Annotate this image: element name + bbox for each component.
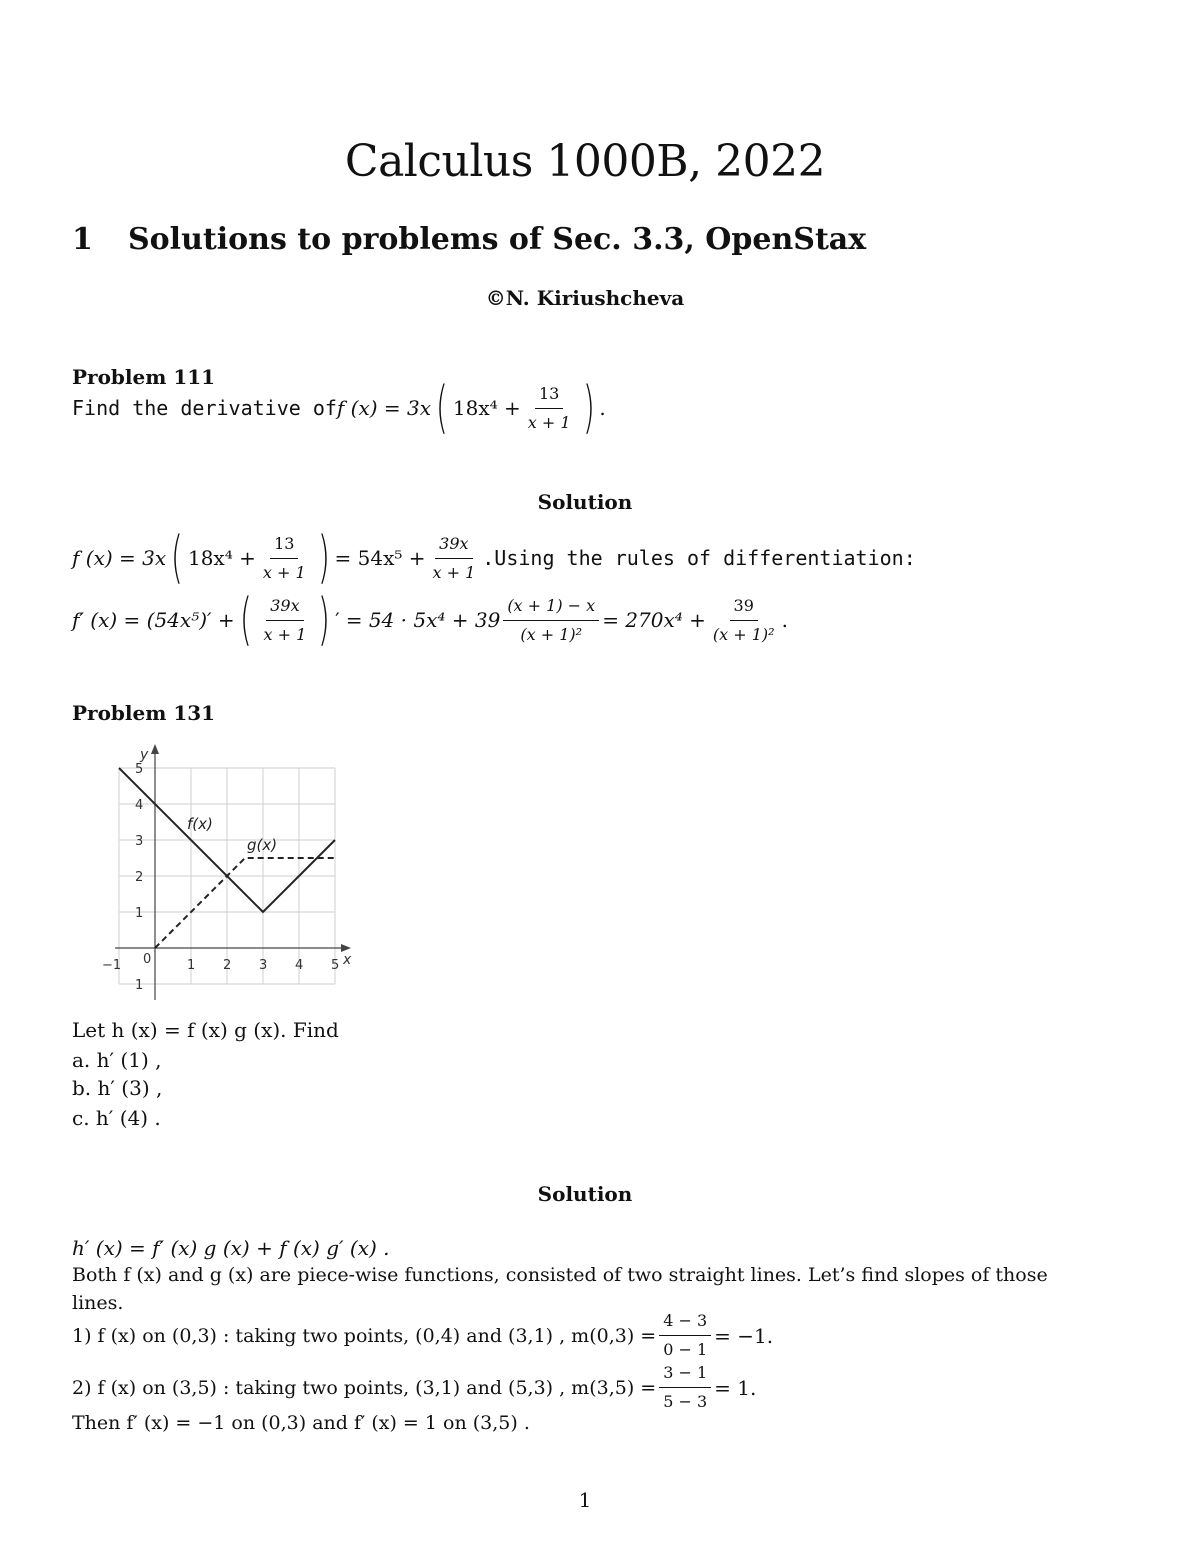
period: . bbox=[599, 396, 606, 420]
page-title: Calculus 1000B, 2022 bbox=[344, 136, 826, 187]
right-paren: ) bbox=[318, 587, 331, 652]
y-tick-neg1: 1 bbox=[135, 978, 144, 993]
left-paren: ( bbox=[239, 587, 252, 652]
y-tick-2: 2 bbox=[135, 870, 144, 885]
line4-fraction bbox=[659, 1308, 711, 1363]
y-tick-5: 5 bbox=[135, 762, 144, 777]
solution-111-line1 bbox=[72, 525, 916, 590]
period: . bbox=[781, 608, 788, 632]
sol2-fraction-a bbox=[260, 593, 311, 648]
solution-131-line1: h′ (x) = f′ (x) g (x) + f (x) g′ (x) . bbox=[72, 1236, 390, 1260]
fraction-denominator: 0 − 1 bbox=[663, 1340, 708, 1359]
x-tick-1: 1 bbox=[187, 958, 196, 973]
fraction-numerator: 3 − 1 bbox=[659, 1360, 711, 1388]
g-label: g(x) bbox=[247, 836, 278, 854]
solution-131-line4 bbox=[72, 1308, 773, 1363]
line5-text: 2) f (x) on (3,5) : taking two points, (3,1) and (5,3) , m(3,5) = bbox=[72, 1376, 657, 1399]
fraction-denominator: x + 1 bbox=[263, 624, 307, 644]
fraction-denominator: (x + 1)² bbox=[712, 624, 775, 644]
problem-131-heading: Problem 131 bbox=[72, 701, 216, 725]
left-paren: ( bbox=[171, 525, 184, 590]
y-axis-label: y bbox=[140, 747, 149, 763]
graph-svg bbox=[95, 740, 375, 1010]
problem-111-heading: Problem 111 bbox=[72, 365, 216, 389]
problem-131-item-a: a. h′ (1) , bbox=[72, 1048, 162, 1072]
fraction-numerator: 39x bbox=[435, 531, 472, 559]
line4-text: 1) f (x) on (0,3) : taking two points, (0,4) and (3,1) , m(0,3) = bbox=[72, 1324, 657, 1347]
fraction-numerator: 13 bbox=[535, 381, 563, 409]
fraction-numerator: 13 bbox=[270, 531, 298, 559]
solution-111-line2 bbox=[72, 587, 788, 652]
section-number: 1 bbox=[72, 222, 93, 257]
right-paren: ) bbox=[582, 375, 595, 440]
prime-mark: ′ bbox=[335, 608, 340, 632]
y-tick-3: 3 bbox=[135, 834, 144, 849]
x-tick-2: 2 bbox=[223, 958, 232, 973]
fraction-denominator: (x + 1)² bbox=[520, 624, 583, 644]
left-paren: ( bbox=[435, 375, 448, 440]
x-tick-5: 5 bbox=[331, 958, 340, 973]
y-tick-4: 4 bbox=[135, 798, 144, 813]
x-tick-4: 4 bbox=[295, 958, 304, 973]
y-tick-1: 1 bbox=[135, 906, 144, 921]
fraction-numerator: 39x bbox=[266, 593, 303, 621]
problem-131-item-c: c. h′ (4) . bbox=[72, 1106, 161, 1130]
problem-131-graph bbox=[95, 740, 375, 1014]
fraction-numerator: 4 − 3 bbox=[659, 1308, 711, 1336]
line5-tail: = 1. bbox=[714, 1375, 757, 1400]
solution-131-line3: lines. bbox=[72, 1292, 124, 1314]
page-number: 1 bbox=[578, 1488, 592, 1512]
g-line bbox=[155, 858, 335, 948]
statement-fraction bbox=[524, 381, 575, 436]
section-title: Solutions to problems of Sec. 3.3, OpenStax bbox=[128, 222, 867, 257]
x-tick-0: 0 bbox=[143, 952, 152, 967]
x-tick-3: 3 bbox=[259, 958, 268, 973]
problem-131-statement: Let h (x) = f (x) g (x). Find bbox=[72, 1018, 339, 1042]
x-arrow-icon bbox=[341, 944, 351, 952]
solution-131-line5 bbox=[72, 1360, 756, 1415]
statement-f: f (x) = 3x bbox=[336, 396, 432, 420]
sol1-lhs: f (x) = 3x bbox=[72, 546, 167, 570]
solution-131-line2: Both f (x) and g (x) are piece-wise functions, consisted of two straight lines. Let’s find slopes of those bbox=[72, 1264, 1048, 1286]
sol2-fraction-c bbox=[709, 593, 779, 648]
sol2-fraction-b bbox=[503, 593, 599, 648]
fraction-denominator: x + 1 bbox=[432, 562, 476, 582]
f-label: f(x) bbox=[187, 815, 213, 833]
sol2-lhs: f′ (x) = (54x⁵)′ + bbox=[72, 608, 235, 632]
fraction-denominator: x + 1 bbox=[527, 412, 571, 432]
solution-heading-111: Solution bbox=[537, 490, 633, 514]
y-arrow-icon bbox=[151, 744, 159, 754]
statement-prefix: Find the derivative of bbox=[72, 396, 337, 420]
sol1-fraction-a bbox=[259, 531, 310, 586]
sol1-term: 18x⁴ + bbox=[187, 546, 256, 570]
problem-131-item-b: b. h′ (3) , bbox=[72, 1076, 163, 1100]
line4-tail: = −1. bbox=[714, 1323, 774, 1348]
x-tick-neg1: −1 bbox=[102, 958, 122, 973]
sol1-fraction-b bbox=[428, 531, 479, 586]
solution-heading-131: Solution bbox=[537, 1182, 633, 1206]
sol2-eq: = 270x⁴ + bbox=[602, 608, 706, 632]
fraction-denominator: x + 1 bbox=[262, 562, 306, 582]
fraction-denominator: 5 − 3 bbox=[663, 1392, 708, 1411]
x-axis-label: x bbox=[343, 952, 352, 968]
sol1-mid: = 54x⁵ + bbox=[334, 546, 426, 570]
right-paren: ) bbox=[317, 525, 330, 590]
fraction-numerator: 39 bbox=[730, 593, 758, 621]
sol1-tail: .Using the rules of differentiation: bbox=[482, 546, 916, 570]
statement-term: 18x⁴ + bbox=[452, 396, 521, 420]
author-line: ©N. Kiriushcheva bbox=[485, 286, 685, 310]
line5-fraction bbox=[659, 1360, 711, 1415]
sol2-mid: = 54 · 5x⁴ + 39 bbox=[345, 608, 501, 632]
section-heading bbox=[72, 222, 866, 257]
fraction-numerator: (x + 1) − x bbox=[503, 593, 599, 621]
solution-131-line6: Then f′ (x) = −1 on (0,3) and f′ (x) = 1 on (3,5) . bbox=[72, 1412, 530, 1434]
